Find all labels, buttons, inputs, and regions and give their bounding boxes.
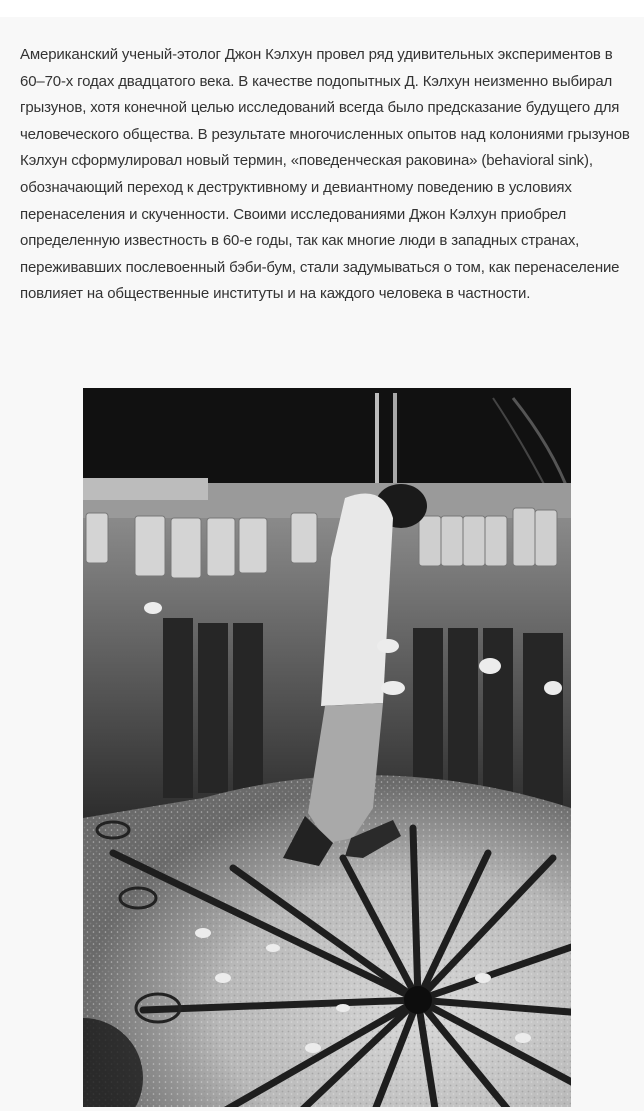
photo-illustration (83, 388, 571, 1107)
pipe (393, 393, 397, 488)
ramp-hub (404, 986, 432, 1014)
pipe (375, 393, 379, 493)
article-block (0, 17, 644, 1111)
article-paragraph: Американский ученый-этолог Джон Кэлхун провел ряд удивительных экспериментов в 60–70-х годах двадцатого века. В качестве подопытных Д. Кэлхун неизменно выбирал грызунов, хотя конечной целью исследований всегда было предсказание будущего для человеческого общества. В результате многочисленных опытов над колониями грызунов Кэлхун сформулировал новый термин, «поведенческая раковина» (behavioral sink), обозначающий переход к деструктивному и девиантному поведению в условиях перенаселения и скученности. Своими исследованиями Джон Кэлхун приобрел определенную известность в 60-е годы, так как многие люди в западных странах, переживавших послевоенный бэби-бум, стали задумываться о том, как перенаселение повлияет на общественные институты и на каждого человека в частности. (20, 46, 630, 303)
wall-ledge (83, 478, 208, 500)
water-bottles-right (419, 508, 557, 566)
article-photo (83, 388, 571, 1107)
